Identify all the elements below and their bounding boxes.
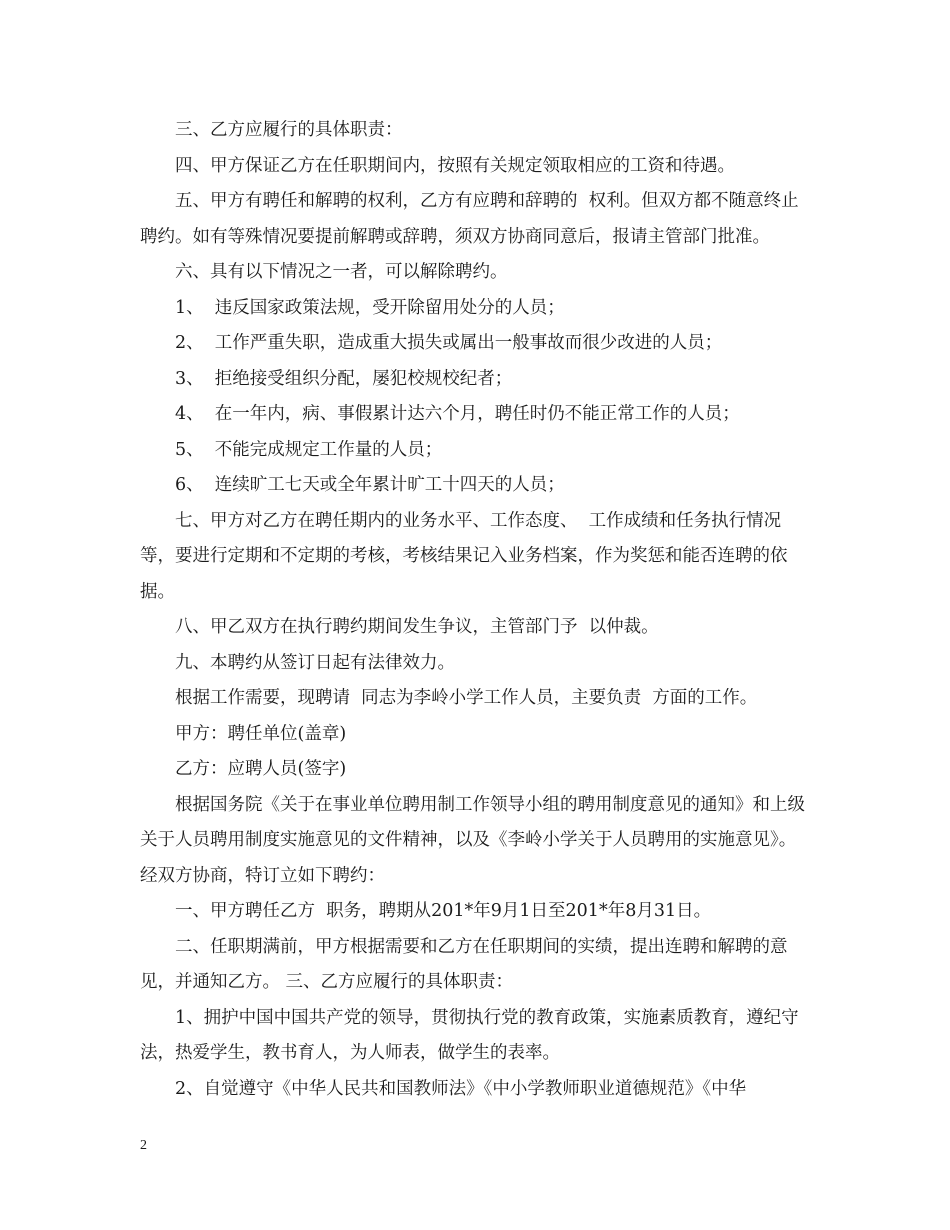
page-number: 2 [140,1138,147,1153]
paragraph: 根据工作需要，现聘请 同志为李岭小学工作人员，主要负责 方面的工作。 [175,688,758,708]
paragraph: 九、本聘约从签订日起有法律效力。 [175,652,455,673]
list-item: 5、 不能完成规定工作量的人员； [175,439,443,460]
document-body [140,113,812,1107]
list-item: 6、 连续旷工七天或全年累计旷工十四天的人员； [175,475,565,495]
paragraph: 八、甲乙双方在执行聘约期间发生争议，主管部门予 以仲裁。 [175,617,659,637]
list-item: 2、自觉遵守《中华人民共和国教师法》《中小学教师职业道德规范》《中华 [175,1078,747,1099]
paragraph: 六、具有以下情况之一者，可以解除聘约。 [175,262,508,282]
signature-line-party-a: 甲方：聘任单位(盖章) [175,723,347,744]
paragraph: 一、甲方聘任乙方 职务，聘期从201*年9月1日至201*年8月31日。 [175,901,712,921]
paragraph: 五、甲方有聘任和解聘的权利，乙方有应聘和辞聘的 权利。但双方都不随意终止聘约。如有等殊情况要提前解聘或辞聘，须双方协商同意后，报请主管部门批准。 [140,191,799,247]
paragraph: 四、甲方保证乙方在任职期间内，按照有关规定领取相应的工资和待遇。 [175,155,735,176]
paragraph: 七、甲方对乙方在聘任期内的业务水平、工作态度、 工作成绩和任务执行情况等，要进行定期和不定期的考核，考核结果记入业务档案，作为奖惩和能否连聘的依据。 [140,510,788,602]
paragraph: 根据国务院《关于在事业单位聘用制工作领导小组的聘用制度意见的通知》和上级关于人员聘用制度实施意见的文件精神，以及《李岭小学关于人员聘用的实施意见》。经双方协商，特订立如下聘约： [140,794,805,886]
list-item: 1、拥护中国中国共产党的领导，贯彻执行党的教育政策，实施素质教育，遵纪守法，热爱学生，教书育人，为人师表，做学生的表率。 [140,1007,799,1063]
signature-line-party-b: 乙方：应聘人员(签字) [175,759,347,779]
list-item: 1、 违反国家政策法规，受开除留用处分的人员； [175,297,565,318]
list-item: 2、 工作严重失职，造成重大损失或属出一般事故而很少改进的人员； [175,333,723,353]
paragraph: 二、任职期满前，甲方根据需要和乙方在任职期间的实绩，提出连聘和解聘的意见，并通知乙方。 三、乙方应履行的具体职责： [140,936,788,992]
paragraph: 三、乙方应履行的具体职责： [175,120,403,140]
list-item: 3、 拒绝接受组织分配，屡犯校规校纪者； [175,368,513,389]
list-item: 4、 在一年内，病、事假累计达六个月，聘任时仍不能正常工作的人员； [175,404,740,424]
